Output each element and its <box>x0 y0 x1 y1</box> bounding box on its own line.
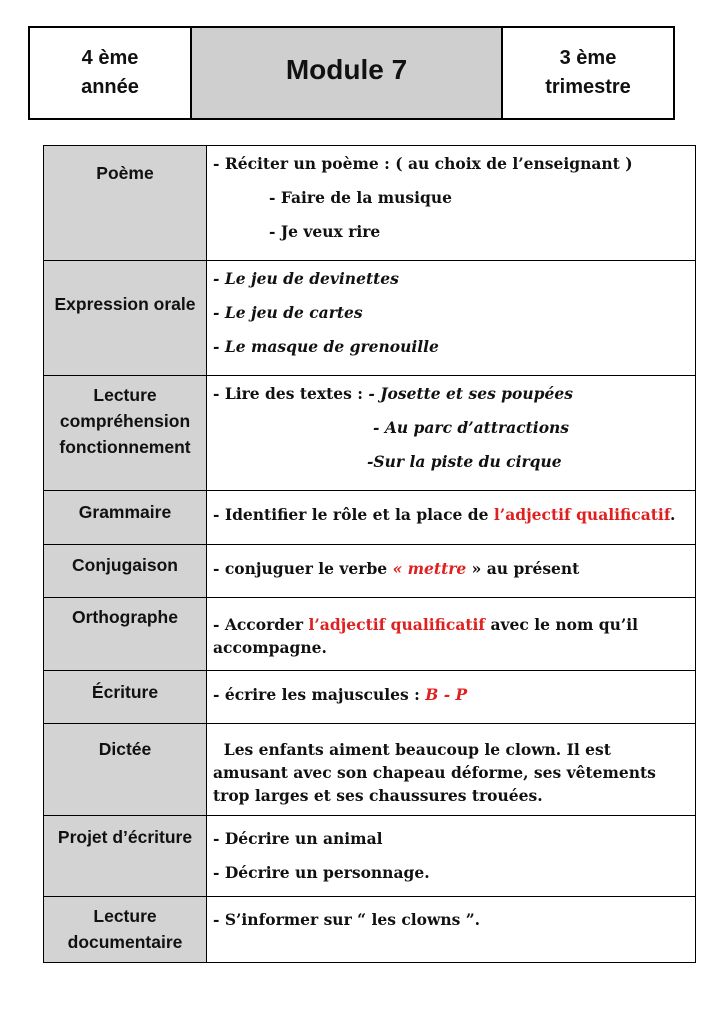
row-expression <box>44 261 696 376</box>
label-lecture-1: Lecture <box>93 385 157 405</box>
dictee-line: trop larges et ses chaussures trouées. <box>213 786 543 805</box>
label-lecture <box>44 376 207 491</box>
row-lecture <box>44 376 696 491</box>
orthographe-tail: avec le nom qu’il <box>485 615 639 634</box>
orthographe-line-2: accompagne. <box>213 638 327 657</box>
header-trimester <box>503 28 673 118</box>
label-lecture-2: compréhension <box>59 411 191 431</box>
label-conjugaison: Conjugaison <box>44 545 207 598</box>
label-projet: Projet d’écriture <box>44 816 207 897</box>
ecriture-letters: B - P <box>425 685 468 704</box>
label-lecture-3: fonctionnement <box>59 437 191 457</box>
header-year-text: 4 ème année <box>81 47 139 98</box>
grammaire-text: - Identifier le rôle et la place de <box>213 505 494 524</box>
poeme-line: - Je veux rire <box>269 222 381 241</box>
lecture-text-3: -Sur la piste du cirque <box>367 452 562 471</box>
lecture-text-2: - Au parc d’attractions <box>373 418 570 437</box>
label-documentaire-1: Lecture <box>93 906 157 926</box>
orthographe-text: - Accorder <box>213 615 309 634</box>
poeme-line: - Réciter un poème : ( au choix de l’enseignant ) <box>213 154 633 173</box>
conjugaison-quote-open: « <box>392 559 408 578</box>
row-ecriture <box>44 671 696 724</box>
conjugaison-tail: » au présent <box>466 559 580 578</box>
conjugaison-verb: mettre <box>407 559 467 578</box>
label-documentaire <box>44 897 207 963</box>
label-dictee: Dictée <box>44 724 207 816</box>
header-year <box>30 28 192 118</box>
orthographe-highlight: l’adjectif qualificatif <box>308 615 486 634</box>
label-orthographe: Orthographe <box>44 598 207 671</box>
dictee-line: Les enfants aiment beaucoup le clown. Il est <box>213 740 611 759</box>
label-grammaire: Grammaire <box>44 491 207 545</box>
header-trimester-text: 3 ème trimestre <box>545 47 631 98</box>
content-conjugaison <box>207 545 696 598</box>
dictee-line: amusant avec son chapeau déforme, ses vêtements <box>213 763 656 782</box>
grammaire-period: . <box>669 505 676 524</box>
content-expression <box>207 261 696 376</box>
orthographe-line <box>213 610 689 636</box>
header-module <box>192 28 503 118</box>
content-poeme <box>207 146 696 261</box>
projet-line: - Décrire un animal <box>213 829 383 848</box>
lecture-line <box>213 383 689 417</box>
row-projet <box>44 816 696 897</box>
lecture-text-1: - Josette et ses poupées <box>368 384 573 403</box>
row-documentaire <box>44 897 696 963</box>
poeme-line: - Faire de la musique <box>269 188 453 207</box>
grammaire-highlight: l’adjectif qualificatif <box>493 505 670 524</box>
row-grammaire <box>44 491 696 545</box>
content-projet <box>207 816 696 897</box>
content-documentaire <box>207 897 696 963</box>
module-header <box>28 26 675 120</box>
documentaire-line: - S’informer sur “ les clowns ”. <box>213 910 481 929</box>
expression-line: - Le jeu de devinettes <box>213 269 399 288</box>
label-ecriture: Écriture <box>44 671 207 724</box>
lecture-prefix: - Lire des textes : <box>213 384 369 403</box>
row-conjugaison <box>44 545 696 598</box>
header-module-title: Module 7 <box>285 54 408 85</box>
row-orthographe <box>44 598 696 671</box>
expression-line: - Le jeu de cartes <box>213 303 363 322</box>
label-expression: Expression orale <box>44 261 207 376</box>
content-ecriture <box>207 671 696 724</box>
expression-line: - Le masque de grenouille <box>213 337 439 356</box>
projet-line: - Décrire un personnage. <box>213 863 430 882</box>
row-poeme <box>44 146 696 261</box>
label-poeme: Poème <box>44 146 207 261</box>
content-orthographe <box>207 598 696 671</box>
content-grammaire <box>207 491 696 545</box>
curriculum-table <box>43 145 696 963</box>
conjugaison-text: - conjuguer le verbe <box>213 559 393 578</box>
label-documentaire-2: documentaire <box>67 932 183 952</box>
content-dictee <box>207 724 696 816</box>
row-dictee <box>44 724 696 816</box>
ecriture-text: - écrire les majuscules : <box>213 685 426 704</box>
content-lecture <box>207 376 696 491</box>
